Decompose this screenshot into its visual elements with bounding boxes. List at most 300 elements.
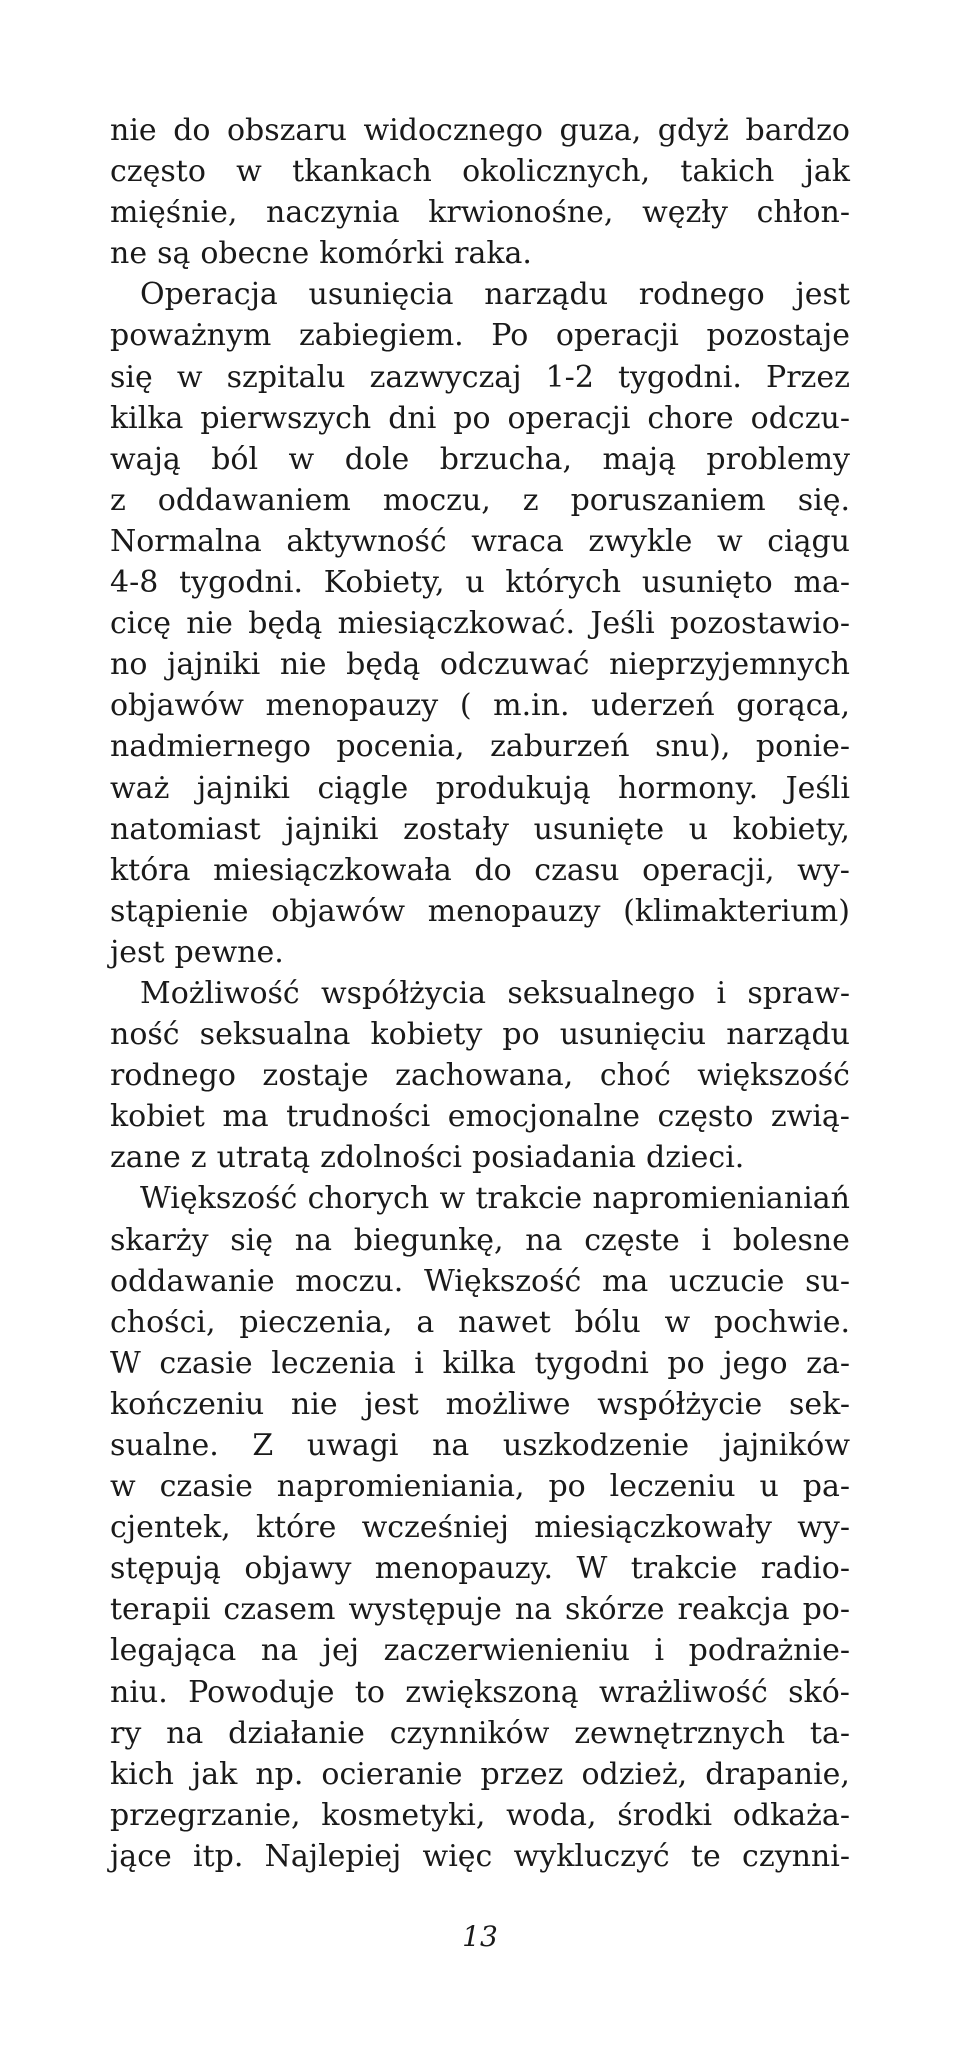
word: wają xyxy=(110,441,181,477)
word: nie xyxy=(186,606,233,642)
text-line xyxy=(110,685,850,726)
word: z xyxy=(110,482,126,518)
word: spraw- xyxy=(747,975,850,1011)
word: stępują xyxy=(110,1551,221,1587)
word: wraca xyxy=(471,523,564,559)
word: ność xyxy=(110,1017,180,1053)
word: uczucie xyxy=(669,1263,785,1299)
word: odczuwać xyxy=(439,647,590,683)
text-line xyxy=(110,1548,850,1589)
word: su- xyxy=(805,1263,850,1299)
word: snu), xyxy=(655,729,731,765)
word: wy- xyxy=(797,1510,850,1546)
word: kobiety xyxy=(370,1017,483,1053)
word: komórki xyxy=(319,236,445,272)
word: raka. xyxy=(454,236,532,272)
word: hormony. xyxy=(618,770,759,806)
word: Jeśli xyxy=(590,606,655,642)
text-line xyxy=(110,891,850,932)
word: nieprzyjemnych xyxy=(609,647,850,683)
word: stąpienie xyxy=(110,893,249,929)
word: do xyxy=(173,113,211,148)
word: menopauzy. xyxy=(374,1551,554,1587)
word: choć xyxy=(599,1058,671,1094)
word: widocznego xyxy=(363,113,543,148)
text-line xyxy=(110,1672,850,1713)
word: pewne. xyxy=(174,934,284,970)
word: gdyż xyxy=(657,113,729,148)
text-line xyxy=(110,1343,850,1384)
word: na xyxy=(525,1222,563,1258)
word: Większość xyxy=(140,1181,298,1217)
word: czasu xyxy=(534,852,620,888)
word: uwagi xyxy=(306,1428,399,1463)
word: ta- xyxy=(809,1715,850,1751)
word: ( xyxy=(459,688,472,724)
word: ne xyxy=(110,236,148,272)
word: tkankach xyxy=(292,154,432,190)
word: Kobiety, xyxy=(323,565,445,601)
word: produkują xyxy=(435,770,591,806)
word: poważnym xyxy=(110,318,272,354)
word: uderzeń xyxy=(591,688,715,724)
text-line xyxy=(110,1014,850,1055)
word: zachowana, xyxy=(395,1058,574,1094)
word: na xyxy=(260,1633,299,1669)
word: nie xyxy=(279,647,327,683)
word: zdolności xyxy=(320,1140,462,1176)
text-line xyxy=(110,110,850,151)
word: będą xyxy=(248,606,323,642)
text-line xyxy=(110,603,850,644)
word: bolesne xyxy=(732,1222,850,1258)
word: Powoduje xyxy=(188,1674,335,1710)
word: zostaje xyxy=(262,1058,369,1094)
word: legająca xyxy=(110,1633,237,1669)
word: kończeniu xyxy=(110,1386,265,1422)
word: i xyxy=(701,1222,712,1258)
word: itp. xyxy=(193,1838,244,1874)
word: jego xyxy=(723,1345,788,1381)
word: przez xyxy=(480,1756,564,1792)
word: jące xyxy=(110,1838,172,1874)
word: czynników xyxy=(389,1715,550,1751)
word: radio- xyxy=(760,1551,850,1587)
word: a xyxy=(416,1304,435,1340)
word: w xyxy=(176,359,203,395)
text-line xyxy=(110,850,850,891)
word: czasem xyxy=(223,1592,336,1628)
word: kilka xyxy=(442,1345,516,1381)
word: aktywność xyxy=(286,523,447,559)
word: jej xyxy=(322,1633,360,1669)
word: po xyxy=(502,1017,540,1053)
word: m.in. xyxy=(493,688,570,724)
word: się. xyxy=(797,482,850,518)
word: pierwszych xyxy=(200,400,372,436)
word: zostały xyxy=(403,811,509,847)
word: poruszaniem xyxy=(570,482,766,518)
text-line xyxy=(110,1384,850,1425)
word: jajników xyxy=(722,1428,850,1463)
word: działanie xyxy=(228,1715,365,1751)
text-line xyxy=(110,439,850,480)
word: mięśnie, xyxy=(110,195,238,231)
word: obszaru xyxy=(226,113,347,148)
word: w xyxy=(716,523,743,559)
word: w xyxy=(664,1304,691,1340)
word: pozostaje xyxy=(706,318,850,354)
word: podrażnie- xyxy=(688,1633,850,1669)
word: Po xyxy=(491,318,529,354)
text-line xyxy=(110,1096,850,1137)
word: obecne xyxy=(200,236,310,272)
word: emocjonalne xyxy=(447,1099,641,1135)
word: po xyxy=(667,1345,705,1381)
word: utratą xyxy=(216,1140,311,1176)
word: napromienianiań xyxy=(592,1181,850,1217)
word: Możliwość xyxy=(140,975,300,1011)
word: zwiększoną xyxy=(405,1674,579,1710)
page-number: 13 xyxy=(462,1920,498,1953)
text-line xyxy=(110,1178,850,1219)
word: współżycia xyxy=(320,975,487,1011)
text-line xyxy=(110,644,850,685)
word: cjentek, xyxy=(110,1510,231,1546)
word: większość xyxy=(697,1058,850,1094)
word: wrażliwość xyxy=(599,1674,768,1710)
word: miesiączkować. xyxy=(337,606,576,642)
word: jajniki xyxy=(167,647,261,683)
text-line xyxy=(110,1302,850,1343)
word: reakcja xyxy=(677,1592,790,1628)
word: jest xyxy=(364,1386,419,1422)
text-line xyxy=(110,1261,850,1302)
word: menopauzy xyxy=(265,688,439,724)
text-line xyxy=(110,1836,850,1877)
word: ma xyxy=(222,1099,269,1135)
word: narządu xyxy=(726,1017,850,1053)
word: menopauzy xyxy=(427,893,601,929)
word: to xyxy=(354,1674,385,1710)
word: operacji xyxy=(555,318,679,354)
word: gorąca, xyxy=(736,688,850,724)
word: sek- xyxy=(789,1386,850,1422)
word: ma xyxy=(601,1263,649,1299)
word: często xyxy=(110,154,206,190)
word: możliwe xyxy=(445,1386,571,1422)
word: w xyxy=(236,154,262,190)
word: zwykle xyxy=(588,523,693,559)
word: guza, xyxy=(559,113,642,148)
word: Operacja xyxy=(140,277,278,313)
word: operacji xyxy=(507,400,631,436)
text-line xyxy=(110,398,850,439)
word: np. xyxy=(255,1756,304,1792)
word: są xyxy=(157,236,191,272)
text-line xyxy=(110,1589,850,1630)
word: się xyxy=(230,1222,274,1258)
word: uszkodzenie xyxy=(502,1428,690,1463)
word: moczu, xyxy=(382,482,491,518)
word: pozostawio- xyxy=(670,606,850,642)
word: na xyxy=(432,1428,470,1463)
word: 1-2 xyxy=(545,359,594,395)
word: ocieranie xyxy=(321,1756,463,1792)
word: chości, xyxy=(110,1304,216,1340)
word: Z xyxy=(252,1428,274,1463)
word: i xyxy=(414,1345,424,1381)
text-line xyxy=(110,480,850,521)
word: okolicznych, xyxy=(462,154,651,190)
word: zewnętrznych xyxy=(574,1715,786,1751)
word: odzież, xyxy=(581,1756,688,1792)
word: za- xyxy=(806,1345,850,1381)
word: przegrzanie, xyxy=(110,1797,301,1833)
word: pieczenia, xyxy=(239,1304,393,1340)
word: która xyxy=(110,852,191,888)
text-line xyxy=(110,357,850,398)
word: u xyxy=(759,1469,779,1505)
word: w xyxy=(439,1181,466,1217)
word: trakcie xyxy=(475,1181,583,1217)
word: po xyxy=(548,1469,586,1505)
word: i xyxy=(654,1633,665,1669)
word: kosmetyki, xyxy=(321,1797,486,1833)
text-line xyxy=(110,1507,850,1548)
word: kich xyxy=(110,1756,174,1792)
word: objawy xyxy=(244,1551,352,1587)
word: więc xyxy=(422,1838,493,1874)
word: biegunkę, xyxy=(353,1222,504,1258)
word: posiadania xyxy=(471,1140,637,1176)
word: leczenia xyxy=(271,1345,396,1381)
word: odkaża- xyxy=(732,1797,850,1833)
text-line xyxy=(110,973,850,1014)
word: leczeniu xyxy=(609,1469,736,1505)
word: trudności xyxy=(286,1099,431,1135)
word: rodnego xyxy=(638,277,765,313)
word: jajniki xyxy=(285,811,379,847)
word: kilka xyxy=(110,400,184,436)
word: których xyxy=(505,565,622,601)
text-line xyxy=(110,1713,850,1754)
word: w xyxy=(110,1469,136,1505)
text-line xyxy=(110,809,850,850)
word: zwią- xyxy=(770,1099,850,1135)
word: trakcie xyxy=(630,1551,738,1587)
word: w xyxy=(288,441,315,477)
word: drapanie, xyxy=(705,1756,850,1792)
text-line xyxy=(110,1754,850,1795)
word: na xyxy=(514,1592,553,1628)
word: węzły xyxy=(642,195,728,231)
word: ciągle xyxy=(317,770,409,806)
word: te xyxy=(690,1838,721,1874)
word: no xyxy=(110,647,148,683)
word: ponie- xyxy=(755,729,850,765)
word: naczynia xyxy=(266,195,400,231)
word: usunięciu xyxy=(559,1017,707,1053)
word: objawów xyxy=(110,688,244,724)
text-line xyxy=(110,1795,850,1836)
word: często xyxy=(657,1099,754,1135)
word: moczu. xyxy=(295,1263,404,1299)
word: zaburzeń xyxy=(490,729,630,765)
word: operacji, xyxy=(642,852,775,888)
word: kobiet xyxy=(110,1099,205,1135)
word: terapii xyxy=(110,1592,211,1628)
text-line xyxy=(110,233,850,274)
word: czasie xyxy=(159,1469,253,1505)
word: współżycie xyxy=(597,1386,763,1422)
word: usunięto xyxy=(641,565,773,601)
word: odczu- xyxy=(750,400,850,436)
word: które xyxy=(255,1510,337,1546)
word: występuje xyxy=(348,1592,502,1628)
word: woda, xyxy=(506,1797,597,1833)
word: cicę xyxy=(110,606,171,642)
word: po- xyxy=(802,1592,850,1628)
word: jajniki xyxy=(196,770,291,806)
word: oddawanie xyxy=(110,1263,275,1299)
word: tygodni. xyxy=(618,359,742,395)
word: oddawaniem xyxy=(157,482,351,518)
word: wy- xyxy=(797,852,850,888)
text-line xyxy=(110,274,850,315)
text-line xyxy=(110,1137,850,1178)
word: zabiegiem. xyxy=(298,318,464,354)
word: skó- xyxy=(788,1674,850,1710)
word: nadmiernego xyxy=(110,729,311,765)
word: miesiączkowała xyxy=(213,852,452,888)
word: Najlepiej xyxy=(264,1838,402,1874)
word: rodnego xyxy=(110,1058,236,1094)
word: będą xyxy=(346,647,421,683)
word: środki xyxy=(617,1797,713,1833)
word: u xyxy=(688,811,709,847)
word: mają xyxy=(602,441,676,477)
word: 4-8 xyxy=(110,565,159,601)
text-line xyxy=(110,1630,850,1671)
word: na xyxy=(294,1222,332,1258)
word: (klimakterium) xyxy=(623,893,850,929)
text-line xyxy=(110,562,850,603)
text-line xyxy=(110,315,850,356)
word: jest xyxy=(795,277,850,313)
word: chorych xyxy=(307,1181,430,1217)
word: skarży xyxy=(110,1222,209,1258)
word: czasie xyxy=(159,1345,253,1381)
word: jak xyxy=(804,154,850,190)
word: chore xyxy=(647,400,734,436)
word: waż xyxy=(110,770,170,806)
word: bólu xyxy=(574,1304,641,1340)
word: z xyxy=(522,482,539,518)
word: W xyxy=(576,1551,608,1587)
word: natomiast xyxy=(110,811,261,847)
word: do xyxy=(474,852,512,888)
word: skórze xyxy=(564,1592,665,1628)
text-line xyxy=(110,521,850,562)
text-line xyxy=(110,768,850,809)
word: dni xyxy=(388,400,437,436)
word: objawów xyxy=(271,893,406,929)
word: seksualna xyxy=(199,1017,351,1053)
word: czynni- xyxy=(742,1838,850,1874)
text-line xyxy=(110,192,850,233)
word: napromieniania, xyxy=(276,1469,525,1505)
word: bardzo xyxy=(745,113,850,148)
text-line xyxy=(110,726,850,767)
word: niu. xyxy=(110,1674,168,1710)
word: narządu xyxy=(484,277,609,313)
word: ry xyxy=(110,1715,142,1751)
word: zane xyxy=(110,1140,181,1176)
word: Normalna xyxy=(110,523,262,559)
text-line xyxy=(110,1466,850,1507)
word: usunięcia xyxy=(308,277,454,313)
word: tygodni xyxy=(534,1345,649,1381)
word: nawet xyxy=(458,1304,551,1340)
word: ma- xyxy=(793,565,850,601)
word: pa- xyxy=(802,1469,850,1505)
word: u xyxy=(465,565,485,601)
word: tygodni. xyxy=(179,565,304,601)
word: jest xyxy=(110,934,165,970)
word: i xyxy=(716,975,727,1011)
word: szpitalu xyxy=(226,359,346,395)
text-line xyxy=(110,1220,850,1261)
word: częste xyxy=(584,1222,680,1258)
body-text xyxy=(110,110,850,1877)
word: wykluczyć xyxy=(513,1838,670,1874)
text-line xyxy=(110,1055,850,1096)
word: chłon- xyxy=(756,195,850,231)
word: problemy xyxy=(706,441,850,477)
word: W xyxy=(110,1345,141,1381)
word: ból xyxy=(211,441,259,477)
word: na xyxy=(166,1715,204,1751)
text-line xyxy=(110,151,850,192)
word: seksualnego xyxy=(507,975,696,1011)
word: usunięte xyxy=(533,811,665,847)
word: z xyxy=(190,1140,207,1176)
text-line xyxy=(110,1425,850,1466)
word: wcześniej xyxy=(361,1510,509,1546)
text-line xyxy=(110,932,850,973)
word: jak xyxy=(191,1756,238,1792)
word: dzieci. xyxy=(646,1140,745,1176)
word: pochwie. xyxy=(714,1304,850,1340)
word: krwionośne, xyxy=(428,195,614,231)
word: Większość xyxy=(423,1263,582,1299)
word: zaczerwienieniu xyxy=(383,1633,630,1669)
word: pocenia, xyxy=(336,729,465,765)
word: brzucha, xyxy=(439,441,572,477)
word: nie xyxy=(110,113,157,148)
word: ciągu xyxy=(767,523,850,559)
word: Przez xyxy=(766,359,850,395)
word: się xyxy=(110,359,153,395)
word: po xyxy=(453,400,491,436)
word: zazwyczaj xyxy=(369,359,522,395)
word: Jeśli xyxy=(785,770,850,806)
word: kobiety, xyxy=(732,811,850,847)
word: sualne. xyxy=(110,1428,219,1463)
word: takich xyxy=(680,154,775,190)
word: nie xyxy=(290,1386,338,1422)
